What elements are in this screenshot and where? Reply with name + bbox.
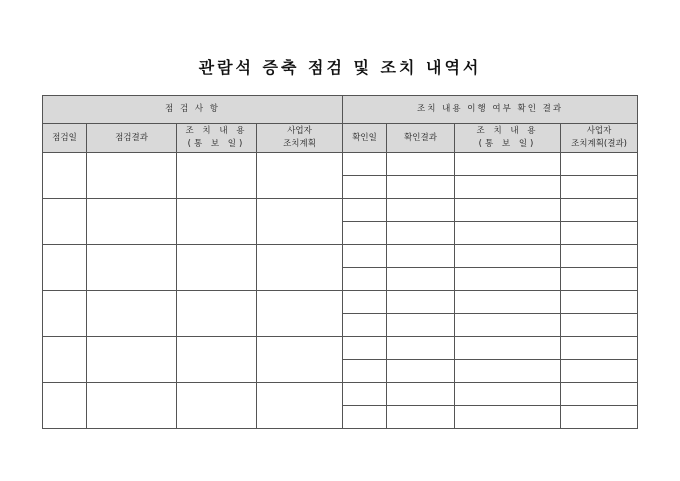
- cell-confirm-result[interactable]: [387, 337, 455, 360]
- table-row: [43, 337, 638, 360]
- cell-inspection-date[interactable]: [43, 245, 87, 291]
- cell-action-content-2[interactable]: [455, 268, 561, 291]
- cell-inspection-result[interactable]: [87, 291, 177, 337]
- cell-confirm-date[interactable]: [343, 245, 387, 268]
- cell-confirm-result[interactable]: [387, 406, 455, 429]
- cell-confirm-date[interactable]: [343, 153, 387, 176]
- cell-confirm-result[interactable]: [387, 291, 455, 314]
- header-action-content-line2: (통 보 일): [187, 139, 246, 149]
- header-operator-plan: [257, 124, 343, 153]
- cell-operator-result[interactable]: [561, 337, 638, 360]
- cell-confirm-result[interactable]: [387, 222, 455, 245]
- cell-confirm-result[interactable]: [387, 199, 455, 222]
- cell-confirm-date[interactable]: [343, 222, 387, 245]
- cell-inspection-date[interactable]: [43, 383, 87, 429]
- cell-action-content[interactable]: [177, 153, 257, 199]
- header-operator-result-line2: 조치계획(결과): [571, 139, 627, 149]
- cell-confirm-date[interactable]: [343, 337, 387, 360]
- cell-action-content-2[interactable]: [455, 360, 561, 383]
- cell-action-content[interactable]: [177, 291, 257, 337]
- cell-inspection-result[interactable]: [87, 383, 177, 429]
- cell-action-content-2[interactable]: [455, 291, 561, 314]
- cell-operator-plan[interactable]: [257, 291, 343, 337]
- cell-confirm-date[interactable]: [343, 199, 387, 222]
- cell-operator-result[interactable]: [561, 153, 638, 176]
- cell-inspection-date[interactable]: [43, 337, 87, 383]
- cell-operator-result[interactable]: [561, 291, 638, 314]
- cell-operator-result[interactable]: [561, 383, 638, 406]
- table-row: [43, 245, 638, 268]
- header-action-content-2-line2: (통 보 일): [478, 139, 537, 149]
- cell-operator-plan[interactable]: [257, 383, 343, 429]
- header-action-content: [177, 124, 257, 153]
- cell-operator-result[interactable]: [561, 360, 638, 383]
- cell-action-content[interactable]: [177, 245, 257, 291]
- cell-confirm-result[interactable]: [387, 314, 455, 337]
- cell-inspection-result[interactable]: [87, 245, 177, 291]
- cell-confirm-result[interactable]: [387, 268, 455, 291]
- header-inspection-group: 점 검 사 항: [43, 96, 343, 124]
- cell-action-content-2[interactable]: [455, 199, 561, 222]
- cell-inspection-date[interactable]: [43, 153, 87, 199]
- cell-inspection-result[interactable]: [87, 337, 177, 383]
- cell-operator-plan[interactable]: [257, 245, 343, 291]
- cell-confirm-date[interactable]: [343, 291, 387, 314]
- cell-operator-result[interactable]: [561, 176, 638, 199]
- header-operator-result-line1: 사업자: [586, 126, 612, 136]
- cell-operator-plan[interactable]: [257, 337, 343, 383]
- cell-confirm-result[interactable]: [387, 245, 455, 268]
- cell-action-content-2[interactable]: [455, 383, 561, 406]
- table-row: [43, 383, 638, 406]
- cell-operator-plan[interactable]: [257, 153, 343, 199]
- cell-confirm-date[interactable]: [343, 406, 387, 429]
- cell-action-content[interactable]: [177, 199, 257, 245]
- header-confirm-result: 확인결과: [387, 124, 455, 153]
- cell-action-content[interactable]: [177, 337, 257, 383]
- document-title: 관람석 증축 점검 및 조치 내역서: [198, 58, 482, 77]
- header-confirm-date: 확인일: [343, 124, 387, 153]
- cell-confirm-date[interactable]: [343, 268, 387, 291]
- cell-action-content-2[interactable]: [455, 153, 561, 176]
- cell-action-content-2[interactable]: [455, 314, 561, 337]
- cell-action-content[interactable]: [177, 383, 257, 429]
- header-inspection-date: 점검일: [43, 124, 87, 153]
- table-body: [43, 153, 638, 429]
- cell-confirm-result[interactable]: [387, 383, 455, 406]
- header-operator-plan-line1: 사업자: [287, 126, 312, 136]
- cell-inspection-result[interactable]: [87, 153, 177, 199]
- cell-confirm-date[interactable]: [343, 360, 387, 383]
- header-inspection-result: 점검결과: [87, 124, 177, 153]
- cell-operator-result[interactable]: [561, 222, 638, 245]
- header-action-content-line1: 조 치 내 용: [185, 126, 248, 136]
- cell-operator-plan[interactable]: [257, 199, 343, 245]
- table-row: [43, 199, 638, 222]
- table-row: [43, 291, 638, 314]
- cell-operator-result[interactable]: [561, 245, 638, 268]
- header-operator-plan-line2: 조치계획: [283, 139, 316, 149]
- cell-operator-result[interactable]: [561, 268, 638, 291]
- cell-action-content-2[interactable]: [455, 222, 561, 245]
- cell-action-content-2[interactable]: [455, 337, 561, 360]
- cell-operator-result[interactable]: [561, 406, 638, 429]
- cell-inspection-date[interactable]: [43, 291, 87, 337]
- cell-operator-result[interactable]: [561, 199, 638, 222]
- cell-confirm-date[interactable]: [343, 314, 387, 337]
- cell-confirm-date[interactable]: [343, 383, 387, 406]
- cell-action-content-2[interactable]: [455, 176, 561, 199]
- cell-confirm-date[interactable]: [343, 176, 387, 199]
- cell-operator-result[interactable]: [561, 314, 638, 337]
- cell-confirm-result[interactable]: [387, 153, 455, 176]
- cell-confirm-result[interactable]: [387, 360, 455, 383]
- table-row: [43, 153, 638, 176]
- cell-action-content-2[interactable]: [455, 245, 561, 268]
- header-action-content-2-line1: 조 치 내 용: [476, 126, 539, 136]
- header-followup-group: 조치 내용 이행 여부 확인 결과: [343, 96, 638, 124]
- cell-action-content-2[interactable]: [455, 406, 561, 429]
- cell-inspection-result[interactable]: [87, 199, 177, 245]
- cell-confirm-result[interactable]: [387, 176, 455, 199]
- cell-inspection-date[interactable]: [43, 199, 87, 245]
- header-operator-result: [561, 124, 638, 153]
- header-action-content-2: [455, 124, 561, 153]
- inspection-table: [42, 95, 638, 429]
